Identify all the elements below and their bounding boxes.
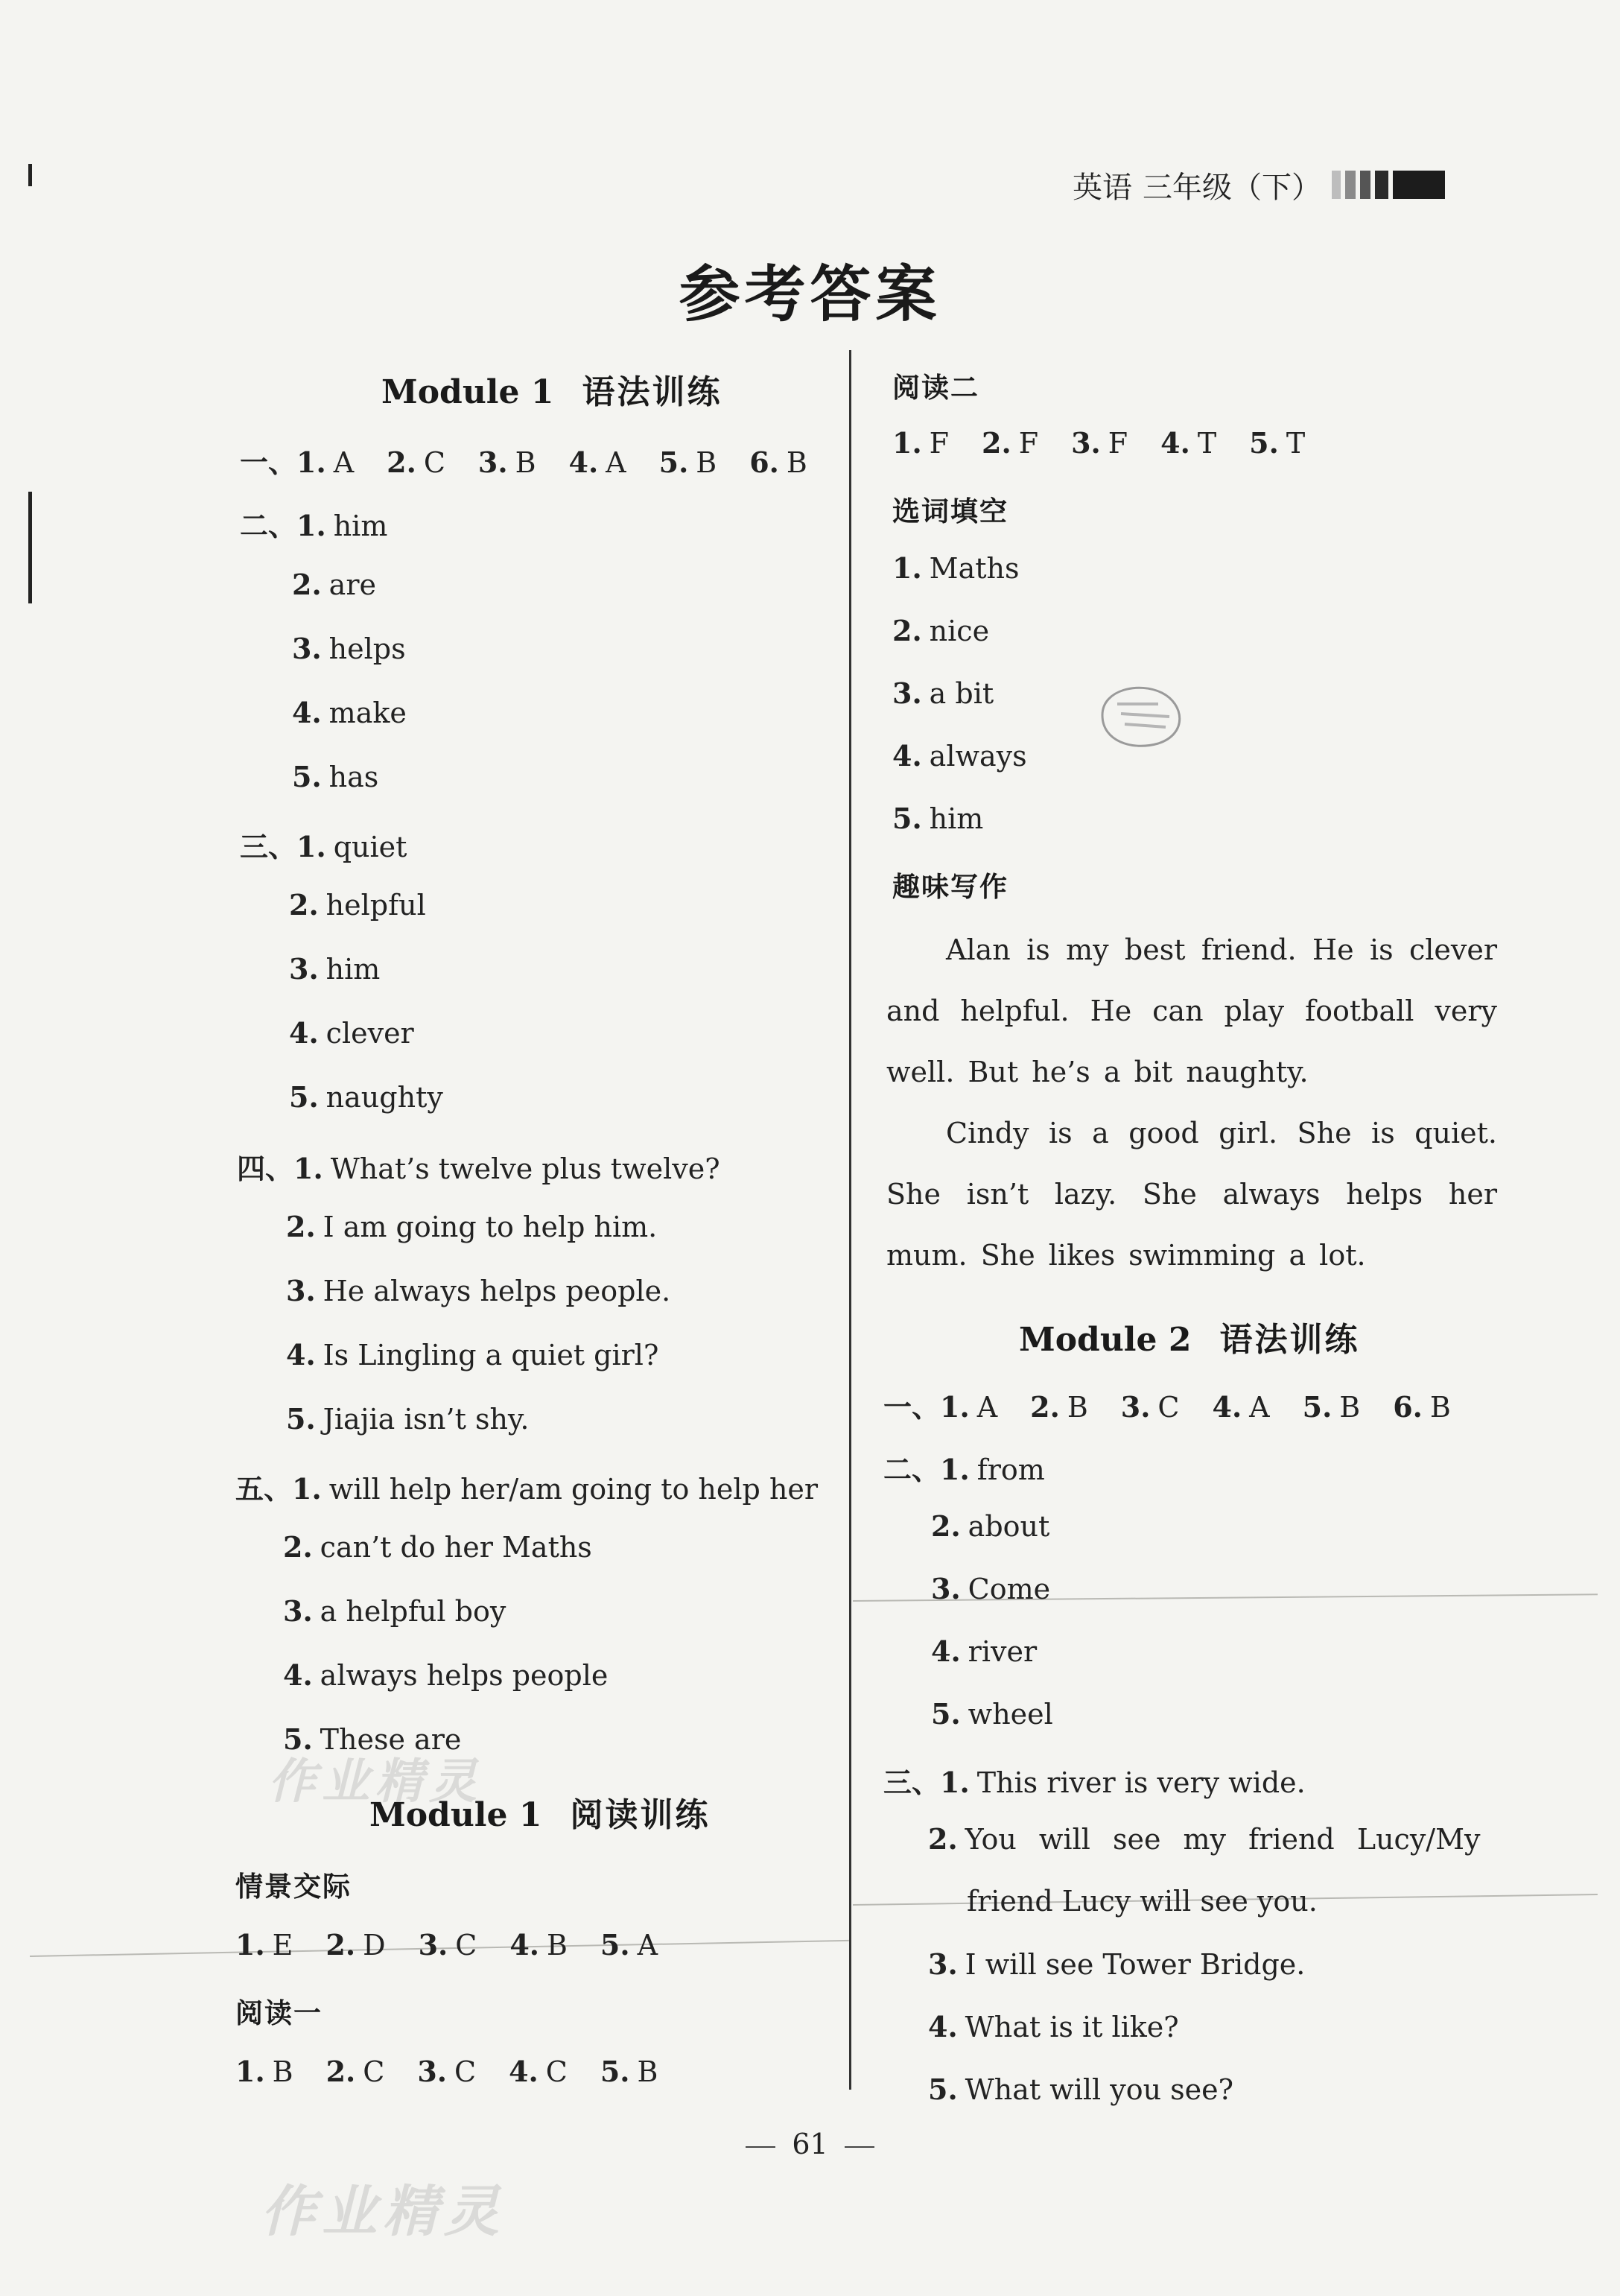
answer-line: 3. him <box>289 952 381 986</box>
answer-line: 3. He always helps people. <box>286 1274 671 1307</box>
answer-line: 5. wheel <box>931 1697 1053 1731</box>
answer-line: 2. You will see my friend Lucy/My <box>928 1822 1481 1856</box>
answer-row-m1-q1: 一、1. A 2. C 3. B 4. A 5. B 6. B <box>240 445 807 479</box>
answer-row-situation: 1. E 2. D 3. C 4. B 5. A <box>235 1928 658 1962</box>
answer-line: 5. What will you see? <box>928 2073 1234 2106</box>
subsection-reading-2: 阅读二 <box>892 372 979 404</box>
answer-line: 5. Jiajia isn’t shy. <box>286 1402 530 1436</box>
watermark: 作业精灵 <box>268 1754 483 1810</box>
answer-row-m2-q1: 一、1. A 2. B 3. C 4. A 5. B 6. B <box>883 1390 1451 1424</box>
answer-line: 2. nice <box>892 614 990 647</box>
answer-line: 三、1. quiet <box>240 830 407 863</box>
essay-paragraph: Cindy is a good girl. She is quiet. She isn’t lazy. She always helps her mum. She likes swimming a lot. <box>886 1117 1497 1272</box>
answer-line: 五、1. will help her/am going to help her <box>235 1472 819 1506</box>
answer-line: 1. Maths <box>892 551 1020 585</box>
answer-row-reading-1: 1. B 2. C 3. C 4. C 5. B <box>235 2055 658 2088</box>
answer-line: 2. about <box>931 1509 1050 1543</box>
answer-line: 3. I will see Tower Bridge. <box>928 1947 1306 1981</box>
answer-line: 3. a bit <box>892 676 994 710</box>
answer-line: 3. a helpful boy <box>283 1594 506 1628</box>
answer-line: friend Lucy will see you. <box>967 1885 1318 1918</box>
answer-line: 二、1. from <box>883 1453 1045 1486</box>
answer-line: 3. helps <box>292 632 406 665</box>
answer-line: 三、1. This river is very wide. <box>883 1766 1306 1799</box>
page-header <box>1073 162 1490 207</box>
essay-paragraph: Alan is my best friend. He is clever and helpful. He can play football very well. But he’s a bit naughty. <box>886 933 1497 1088</box>
subsection-fun-writing: 趣味写作 <box>892 871 1008 903</box>
subsection-reading-1: 阅读一 <box>235 1997 323 2029</box>
answer-line: 3. Come <box>931 1572 1051 1605</box>
writing-essay <box>886 919 1497 1286</box>
header-subject: 英语 <box>1073 170 1132 205</box>
answer-line: 2. are <box>292 568 376 601</box>
answer-line: 2. can’t do her Maths <box>283 1530 592 1564</box>
answer-line: 4. always <box>892 739 1027 773</box>
page-number: 61 <box>0 2128 1620 2160</box>
answer-line: 4. river <box>931 1634 1038 1668</box>
margin-mark <box>28 492 32 603</box>
answer-line: 4. clever <box>289 1016 414 1050</box>
margin-mark <box>28 164 32 186</box>
answer-row-reading-2: 1. F 2. F 3. F 4. T 5. T <box>892 426 1306 460</box>
section-title-m2-grammar: Module 2 语法训练 <box>1019 1321 1360 1359</box>
answer-line: 4. What is it like? <box>928 2010 1179 2043</box>
answer-line: 2. I am going to help him. <box>286 1210 658 1243</box>
section-title-m1-reading: Module 1 阅读训练 <box>369 1796 711 1834</box>
column-divider <box>849 350 851 2090</box>
page-title: 参考答案 <box>679 259 941 330</box>
section-title-m1-grammar: Module 1 语法训练 <box>381 373 722 411</box>
answer-line: 5. him <box>892 802 984 835</box>
answer-line: 二、1. him <box>240 509 388 542</box>
answer-line: 4. Is Lingling a quiet girl? <box>286 1338 659 1371</box>
answer-line: 5. has <box>292 760 379 793</box>
subsection-word-fill: 选词填空 <box>892 495 1008 527</box>
header-grade: 三年级（下） <box>1143 170 1321 205</box>
watermark: 作业精灵 <box>261 2180 505 2244</box>
answer-line: 4. make <box>292 696 407 729</box>
stamp-logo-icon <box>1087 678 1192 752</box>
answer-line: 2. helpful <box>289 888 426 922</box>
subsection-situation: 情景交际 <box>235 1871 352 1903</box>
answer-line: 四、1. What’s twelve plus twelve? <box>237 1152 720 1185</box>
answer-line: 4. always helps people <box>283 1658 609 1692</box>
header-bars-decoration <box>1332 171 1445 199</box>
answer-line: 5. These are <box>283 1722 462 1756</box>
answer-line: 5. naughty <box>289 1080 443 1114</box>
